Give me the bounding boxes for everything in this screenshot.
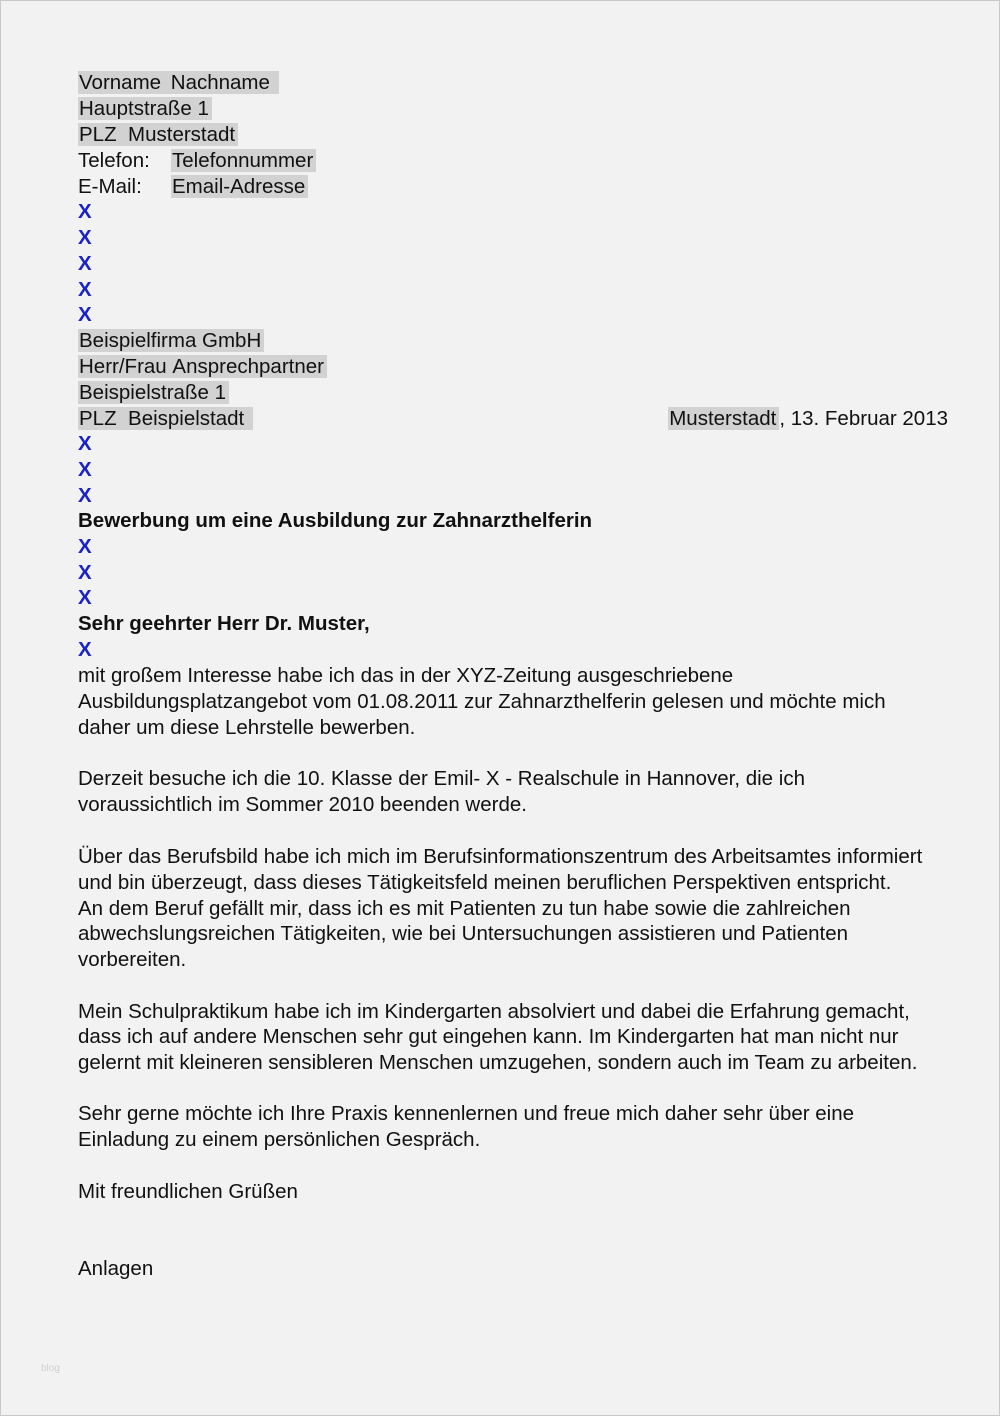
subject-line: Bewerbung um eine Ausbildung zur Zahnarzthelferin (78, 509, 593, 532)
body-line: abwechslungsreichen Tätigkeiten, wie bei Untersuchungen assistieren und Patienten (78, 922, 848, 945)
recipient-street: Beispielstraße 1 (78, 380, 229, 406)
body-line: Einladung zu einem persönlichen Gespräch. (78, 1128, 481, 1151)
body-line: Sehr gerne möchte ich Ihre Praxis kennenlernen und freue mich daher sehr über eine (78, 1102, 855, 1125)
body-line: mit großem Interesse habe ich das in der XYZ-Zeitung ausgeschriebene (78, 664, 734, 687)
sender-email-line (78, 174, 308, 200)
placeholder-mark: X (78, 458, 92, 481)
recipient-city: Beispielstadt (128, 407, 245, 430)
placeholder-mark: X (78, 561, 92, 584)
sender-email-value: Email-Adresse (171, 175, 308, 198)
body-line: dass ich auf andere Menschen sehr gut eingehen kann. Im Kindergarten hat man nicht nur (78, 1025, 899, 1048)
recipient-contact: Ansprechpartner (172, 355, 324, 378)
placeholder-mark: X (78, 303, 92, 326)
placeholder-mark: X (78, 432, 92, 455)
recipient-plz: PLZ Beispielstadt (78, 407, 253, 430)
letter-date (668, 406, 948, 432)
sender-phone-line (78, 148, 316, 174)
sender-city: Musterstadt (128, 123, 236, 146)
recipient-contact-line (78, 354, 327, 380)
placeholder-mark: X (78, 226, 92, 249)
placeholder-mark: X (78, 535, 92, 558)
placeholder-mark: X (78, 638, 92, 661)
attachments: Anlagen (78, 1257, 154, 1280)
sender-street: Hauptstraße 1 (78, 96, 212, 122)
sender-name-line (78, 70, 279, 96)
date-rest: , 13. Februar 2013 (779, 407, 948, 430)
body-line: daher um diese Lehrstelle bewerben. (78, 716, 416, 739)
body-line: voraussichtlich im Sommer 2010 beenden werde. (78, 793, 527, 816)
sender-phone-value: Telefonnummer (171, 149, 316, 172)
body-line: gelernt mit kleineren sensibleren Menschen umzugehen, sondern auch im Team zu arbeiten. (78, 1051, 918, 1074)
sender-email-label: E-Mail: (78, 175, 142, 198)
body-line: Derzeit besuche ich die 10. Klasse der Emil- X - Realschule in Hannover, die ich (78, 767, 805, 790)
body-line: Ausbildungsplatzangebot vom 01.08.2011 zur Zahnarzthelferin gelesen und möchte mich (78, 690, 886, 713)
placeholder-mark: X (78, 252, 92, 275)
placeholder-mark: X (78, 484, 92, 507)
greeting: Sehr geehrter Herr Dr. Muster, (78, 612, 370, 635)
body-line: vorbereiten. (78, 948, 187, 971)
recipient-company: Beispielfirma GmbH (78, 328, 264, 354)
sender-last-name: Nachname (164, 71, 279, 94)
recipient-city-line (78, 406, 253, 432)
placeholder-mark: X (78, 278, 92, 301)
body-line: Mein Schulpraktikum habe ich im Kindergarten absolviert und dabei die Erfahrung gemacht, (78, 1000, 910, 1023)
sender-plz: PLZ Musterstadt (78, 123, 238, 146)
sender-phone-label: Telefon: (78, 149, 150, 172)
body-line: und bin überzeugt, dass dieses Tätigkeitsfeld meinen beruflichen Perspektiven entspricht. (78, 871, 892, 894)
body-line: Über das Berufsbild habe ich mich im Berufsinformationszentrum des Arbeitsamtes informiert (78, 845, 923, 868)
sender-city-line (78, 122, 238, 148)
body-line: An dem Beruf gefällt mir, dass ich es mit Patienten zu tun habe sowie die zahlreichen (78, 897, 851, 920)
sender-first-name: Vorname (78, 71, 164, 94)
placeholder-mark: X (78, 200, 92, 223)
watermark: blog (41, 1363, 60, 1374)
closing: Mit freundlichen Grüßen (78, 1180, 298, 1203)
date-place: Musterstadt (668, 407, 779, 430)
recipient-salutation: Herr/Frau Ansprechpartner (78, 355, 327, 378)
placeholder-mark: X (78, 586, 92, 609)
